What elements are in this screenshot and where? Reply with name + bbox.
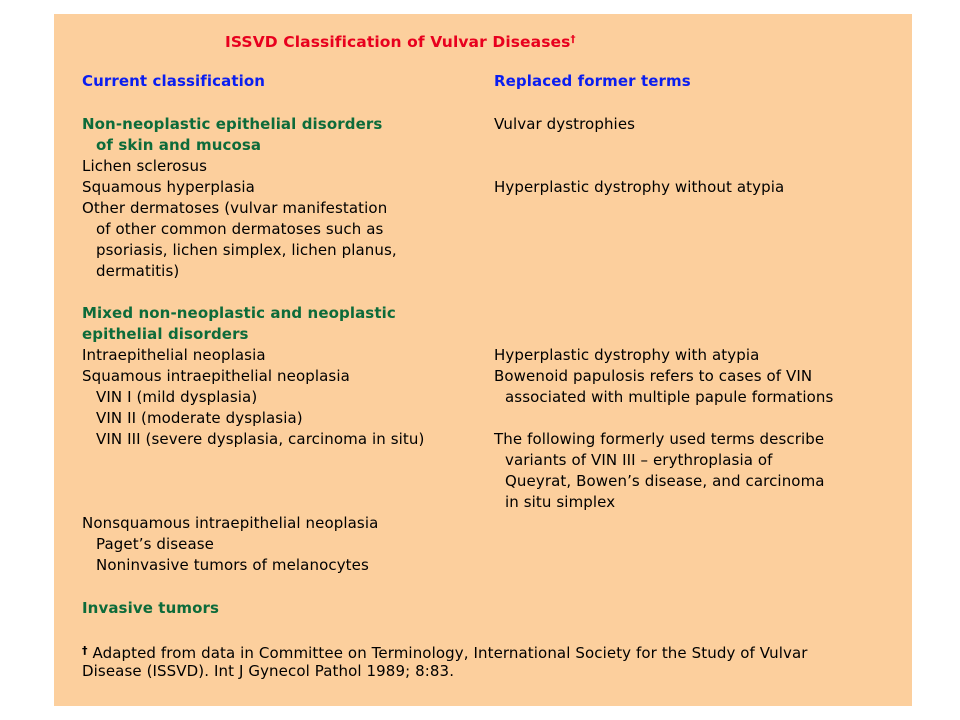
item-vin2: VIN II (moderate dysplasia) <box>96 409 303 427</box>
former-intraepithelial-neoplasia: Hyperplastic dystrophy with atypia <box>494 346 760 364</box>
item-other-dermatoses-line1: Other dermatoses (vulvar manifestation <box>82 199 388 217</box>
item-squamous-hyperplasia: Squamous hyperplasia <box>82 178 255 196</box>
section1-heading-line2: of skin and mucosa <box>96 136 262 154</box>
former-squamous-hyperplasia: Hyperplastic dystrophy without atypia <box>494 178 785 196</box>
title-footnote-marker: † <box>570 34 576 45</box>
item-other-dermatoses-line2: of other common dermatoses such as <box>96 220 384 238</box>
former-vin3-line1: The following formerly used terms describe <box>494 430 825 448</box>
former-bowenoid-line2: associated with multiple papule formations <box>505 388 834 406</box>
former-vin3-line2: variants of VIN III – erythroplasia of <box>505 451 773 469</box>
header-replaced-former-terms: Replaced former terms <box>494 72 691 90</box>
footnote-marker: † <box>82 644 88 657</box>
section2-heading-line2: epithelial disorders <box>82 325 249 343</box>
former-bowenoid-line1: Bowenoid papulosis refers to cases of VIN <box>494 367 813 385</box>
former-vin3-line3: Queyrat, Bowen’s disease, and carcinoma <box>505 472 825 490</box>
item-nonsquamous-neoplasia: Nonsquamous intraepithelial neoplasia <box>82 514 379 532</box>
section2-heading-line1: Mixed non-neoplastic and neoplastic <box>82 304 396 322</box>
footnote-line2: Disease (ISSVD). Int J Gynecol Pathol 1989; 8:83. <box>82 662 455 680</box>
section3-heading: Invasive tumors <box>82 599 220 617</box>
item-lichen-sclerosus: Lichen sclerosus <box>82 157 207 175</box>
section1-former-term: Vulvar dystrophies <box>494 115 636 133</box>
item-vin1: VIN I (mild dysplasia) <box>96 388 258 406</box>
header-current-classification: Current classification <box>82 72 266 90</box>
item-vin3: VIN III (severe dysplasia, carcinoma in situ) <box>96 430 425 448</box>
item-pagets-disease: Paget’s disease <box>96 535 215 553</box>
slide-title: ISSVD Classification of Vulvar Diseases† <box>225 33 576 51</box>
item-noninvasive-melanocytes: Noninvasive tumors of melanocytes <box>96 556 369 574</box>
footnote-line1: † Adapted from data in Committee on Terminology, International Society for the Study of Vulvar <box>82 644 808 662</box>
item-squamous-intraepithelial-neoplasia: Squamous intraepithelial neoplasia <box>82 367 350 385</box>
item-other-dermatoses-line4: dermatitis) <box>96 262 180 280</box>
item-other-dermatoses-line3: psoriasis, lichen simplex, lichen planus, <box>96 241 397 259</box>
former-vin3-line4: in situ simplex <box>505 493 616 511</box>
item-intraepithelial-neoplasia: Intraepithelial neoplasia <box>82 346 266 364</box>
section1-heading-line1: Non-neoplastic epithelial disorders <box>82 115 383 133</box>
